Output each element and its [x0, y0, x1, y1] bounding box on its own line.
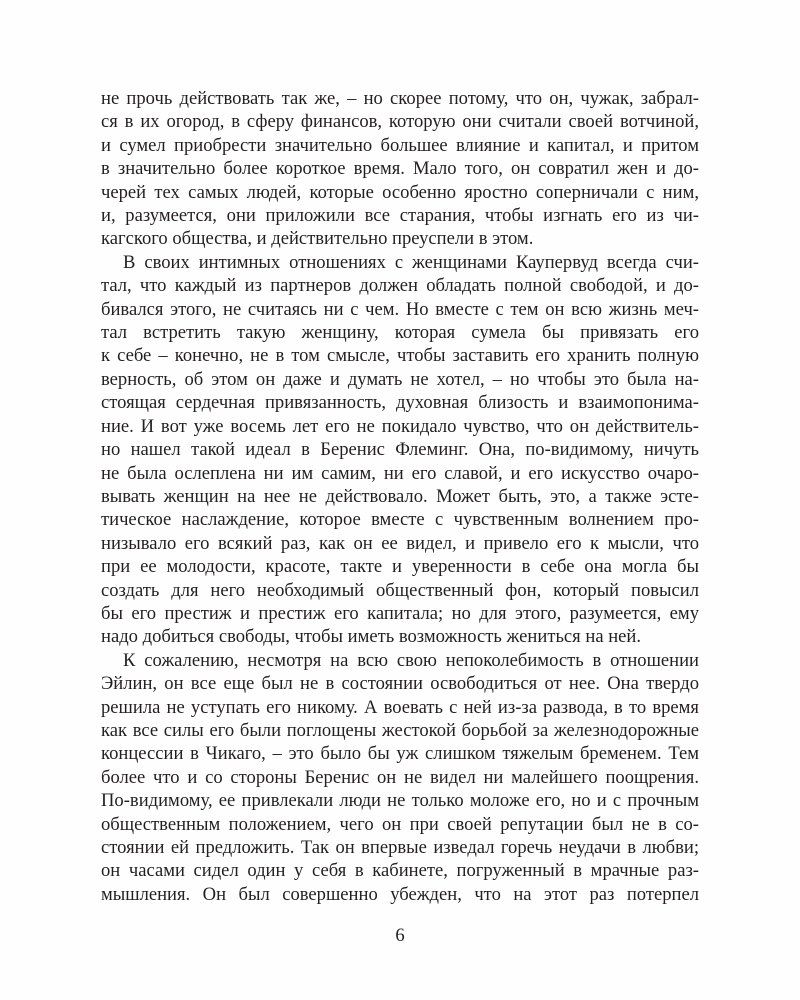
text-line: бы его престиж и престиж его капитала; но для этого, разумеется, ему: [101, 602, 699, 624]
text-line: кагского общества, и действительно преуспели в этом.: [101, 228, 534, 250]
text-line: тал, что каждый из партнеров должен обладать полной свободой, и до-: [101, 275, 699, 297]
text-line: решила не уступать его никому. А воевать с ней из-за развода, в то время: [101, 696, 699, 718]
text-line: и сумел приобрести значительно большее влияние и капитал, и притом: [101, 134, 699, 156]
text-line: стоянии ей предложить. Так он впервые изведал горечь неудачи в любви;: [101, 837, 699, 858]
paragraph-start-line: В своих интимных отношениях с женщинами Каупервуд всегда счи-: [123, 251, 699, 273]
text-line: к себе – конечно, не в том смысле, чтобы заставить его хранить полную: [101, 345, 699, 367]
text-line: в значительно более короткое время. Мало того, он совратил жен и до-: [101, 158, 699, 180]
text-line: мышления. Он был совершенно убежден, что на этот раз потерпел: [101, 883, 699, 905]
body-text: [101, 87, 699, 906]
text-line: Эйлин, он все еще был не в состоянии освободиться от нее. Она твердо: [101, 673, 699, 695]
text-line: при ее молодости, красоте, такте и уверенности в себе она могла бы: [101, 556, 699, 578]
text-line: как все силы его были поглощены жестокой борьбой за железнодорожные: [101, 719, 699, 741]
text-line: надо добиться свободы, чтобы иметь возможность жениться на ней.: [101, 626, 642, 648]
text-line: верность, об этом он даже и думать не хотел, – но чтобы это была на-: [101, 368, 699, 390]
text-line: более что и со стороны Беренис он не видел ни малейшего поощрения.: [101, 766, 699, 788]
text-line: создать для него необходимый общественный фон, который повысил: [101, 579, 699, 601]
paragraph-start-line: К сожалению, несмотря на всю свою непоколебимость в отношении: [123, 649, 699, 671]
text-line: тал встретить такую женщину, которая сумела бы привязать его: [101, 322, 699, 344]
text-line: и, разумеется, они приложили все старания, чтобы изгнать его из чи-: [101, 205, 699, 227]
text-line: бивался этого, не считаясь ни с чем. Но вместе с тем он всю жизнь меч-: [101, 298, 699, 320]
text-line: По-видимому, ее привлекали люди не только моложе его, но и с прочным: [101, 790, 699, 812]
text-line: черей тех самых людей, которые особенно яростно соперничали с ним,: [101, 181, 699, 203]
text-line: он часами сидел один у себя в кабинете, погруженный в мрачные раз-: [101, 860, 699, 882]
text-line: не прочь действовать так же, – но скорее потому, что он, чужак, забрал-: [101, 88, 699, 109]
text-line: не была ослеплена ни им самим, ни его славой, и его искусство очаро-: [101, 462, 699, 484]
page-number: 6: [395, 925, 405, 946]
text-line: ся в их огород, в сферу финансов, которую они считали своей вотчиной,: [101, 111, 699, 133]
text-line: низывало его всякий раз, как он ее видел, и привело его к мысли, что: [101, 532, 699, 554]
text-line: тическое наслаждение, которое вместе с чувственным волнением про-: [101, 509, 699, 531]
text-line: общественным положением, чего он при своей репутации был не в со-: [101, 813, 699, 835]
text-line: стоящая сердечная привязанность, духовная близость и взаимопонима-: [101, 392, 699, 414]
text-line: ние. И вот уже восемь лет его не покидало чувство, что он действитель-: [101, 415, 699, 437]
text-line: но нашел такой идеал в Беренис Флеминг. Она, по-видимому, ничуть: [101, 439, 699, 461]
text-line: концессии в Чикаго, – это было бы уж слишком тяжелым бременем. Тем: [101, 743, 699, 765]
text-line: вывать женщин на нее не действовало. Может быть, это, а также эсте-: [101, 485, 699, 507]
